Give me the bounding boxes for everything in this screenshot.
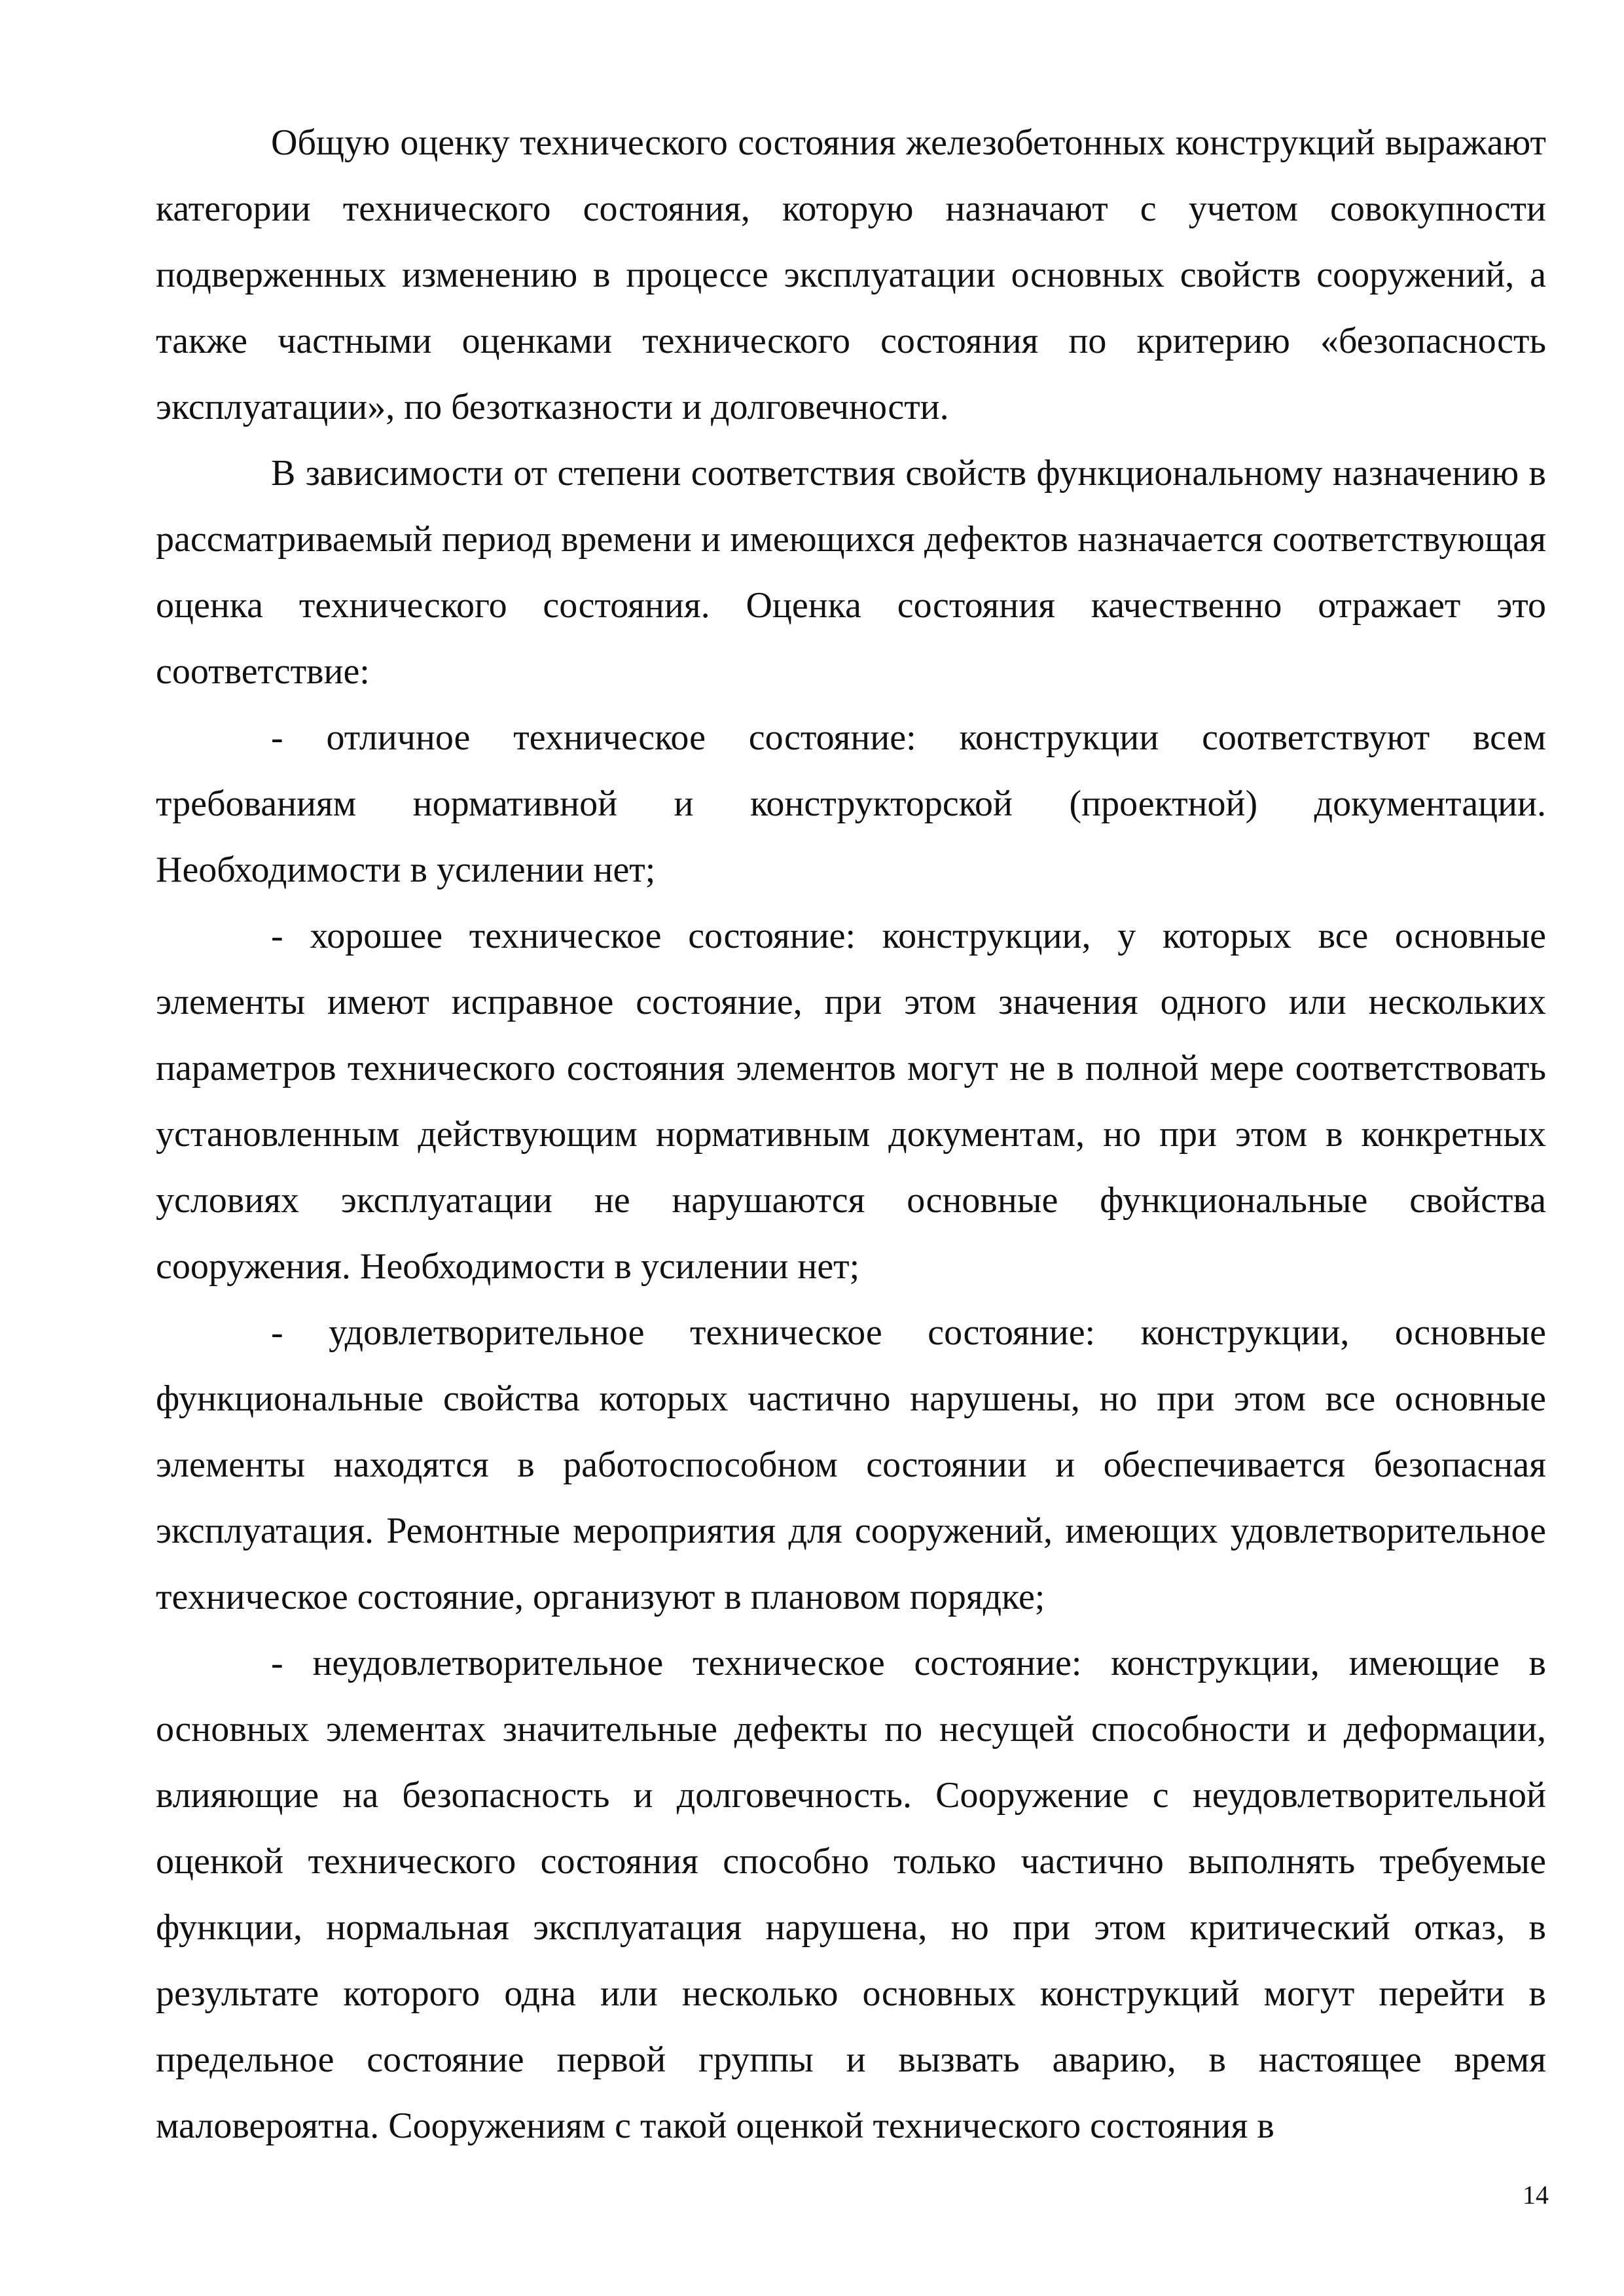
paragraph-assessment-dependency: В зависимости от степени соответствия свойств функциональному назначению в рассматриваемый период времени и имеющихся дефектов назначается соответствующая оценка технического состояния. Оценка состояния качественно отражает это соответствие:	[156, 453, 1546, 692]
paragraph-satisfactory-condition: - удовлетворительное техническое состояние: конструкции, основные функциональные свойства которых частично нарушены, но при этом все основные элементы находятся в работоспособном состоянии и обеспечивается безопасная эксплуатация. Ремонтные мероприятия для сооружений, имеющих удовлетворительное техническое состояние, организуют в плановом порядке;	[156, 1312, 1546, 1617]
paragraph-unsatisfactory-condition: - неудовлетворительное техническое состояние: конструкции, имеющие в основных элементах значительные дефекты по несущей способности и деформации, влияющие на безопасность и долговечность. Сооружение с неудовлетворительной оценкой технического состояния способно только частично выполнять требуемые функции, нормальная эксплуатация нарушена, но при этом критический отказ, в результате которого одна или несколько основных конструкций могут перейти в предельное состояние первой группы и вызвать аварию, в настоящее время маловероятна. Сооружениям с такой оценкой технического состояния в	[156, 1643, 1546, 2146]
paragraph-general-assessment: Общую оценку технического состояния железобетонных конструкций выражают категории технического состояния, которую назначают с учетом совокупности подверженных изменению в процессе эксплуатации основных свойств сооружений, а также частными оценками технического состояния по критерию «безопасность эксплуатации», по безотказности и долговечности.	[156, 122, 1546, 427]
paragraph-excellent-condition: - отличное техническое состояние: конструкции соответствуют всем требованиям нормативной и конструкторской (проектной) документации. Необходимости в усилении нет;	[156, 717, 1546, 890]
page-number: 14	[1523, 2180, 1549, 2210]
paragraph-good-condition: - хорошее техническое состояние: конструкции, у которых все основные элементы имеют исправное состояние, при этом значения одного или нескольких параметров технического состояния элементов могут не в полной мере соответствовать установленным действующим нормативным документам, но при этом в конкретных условиях эксплуатации не нарушаются основные функциональные свойства сооружения. Необходимости в усилении нет;	[156, 916, 1546, 1287]
page-body	[156, 110, 1546, 2159]
